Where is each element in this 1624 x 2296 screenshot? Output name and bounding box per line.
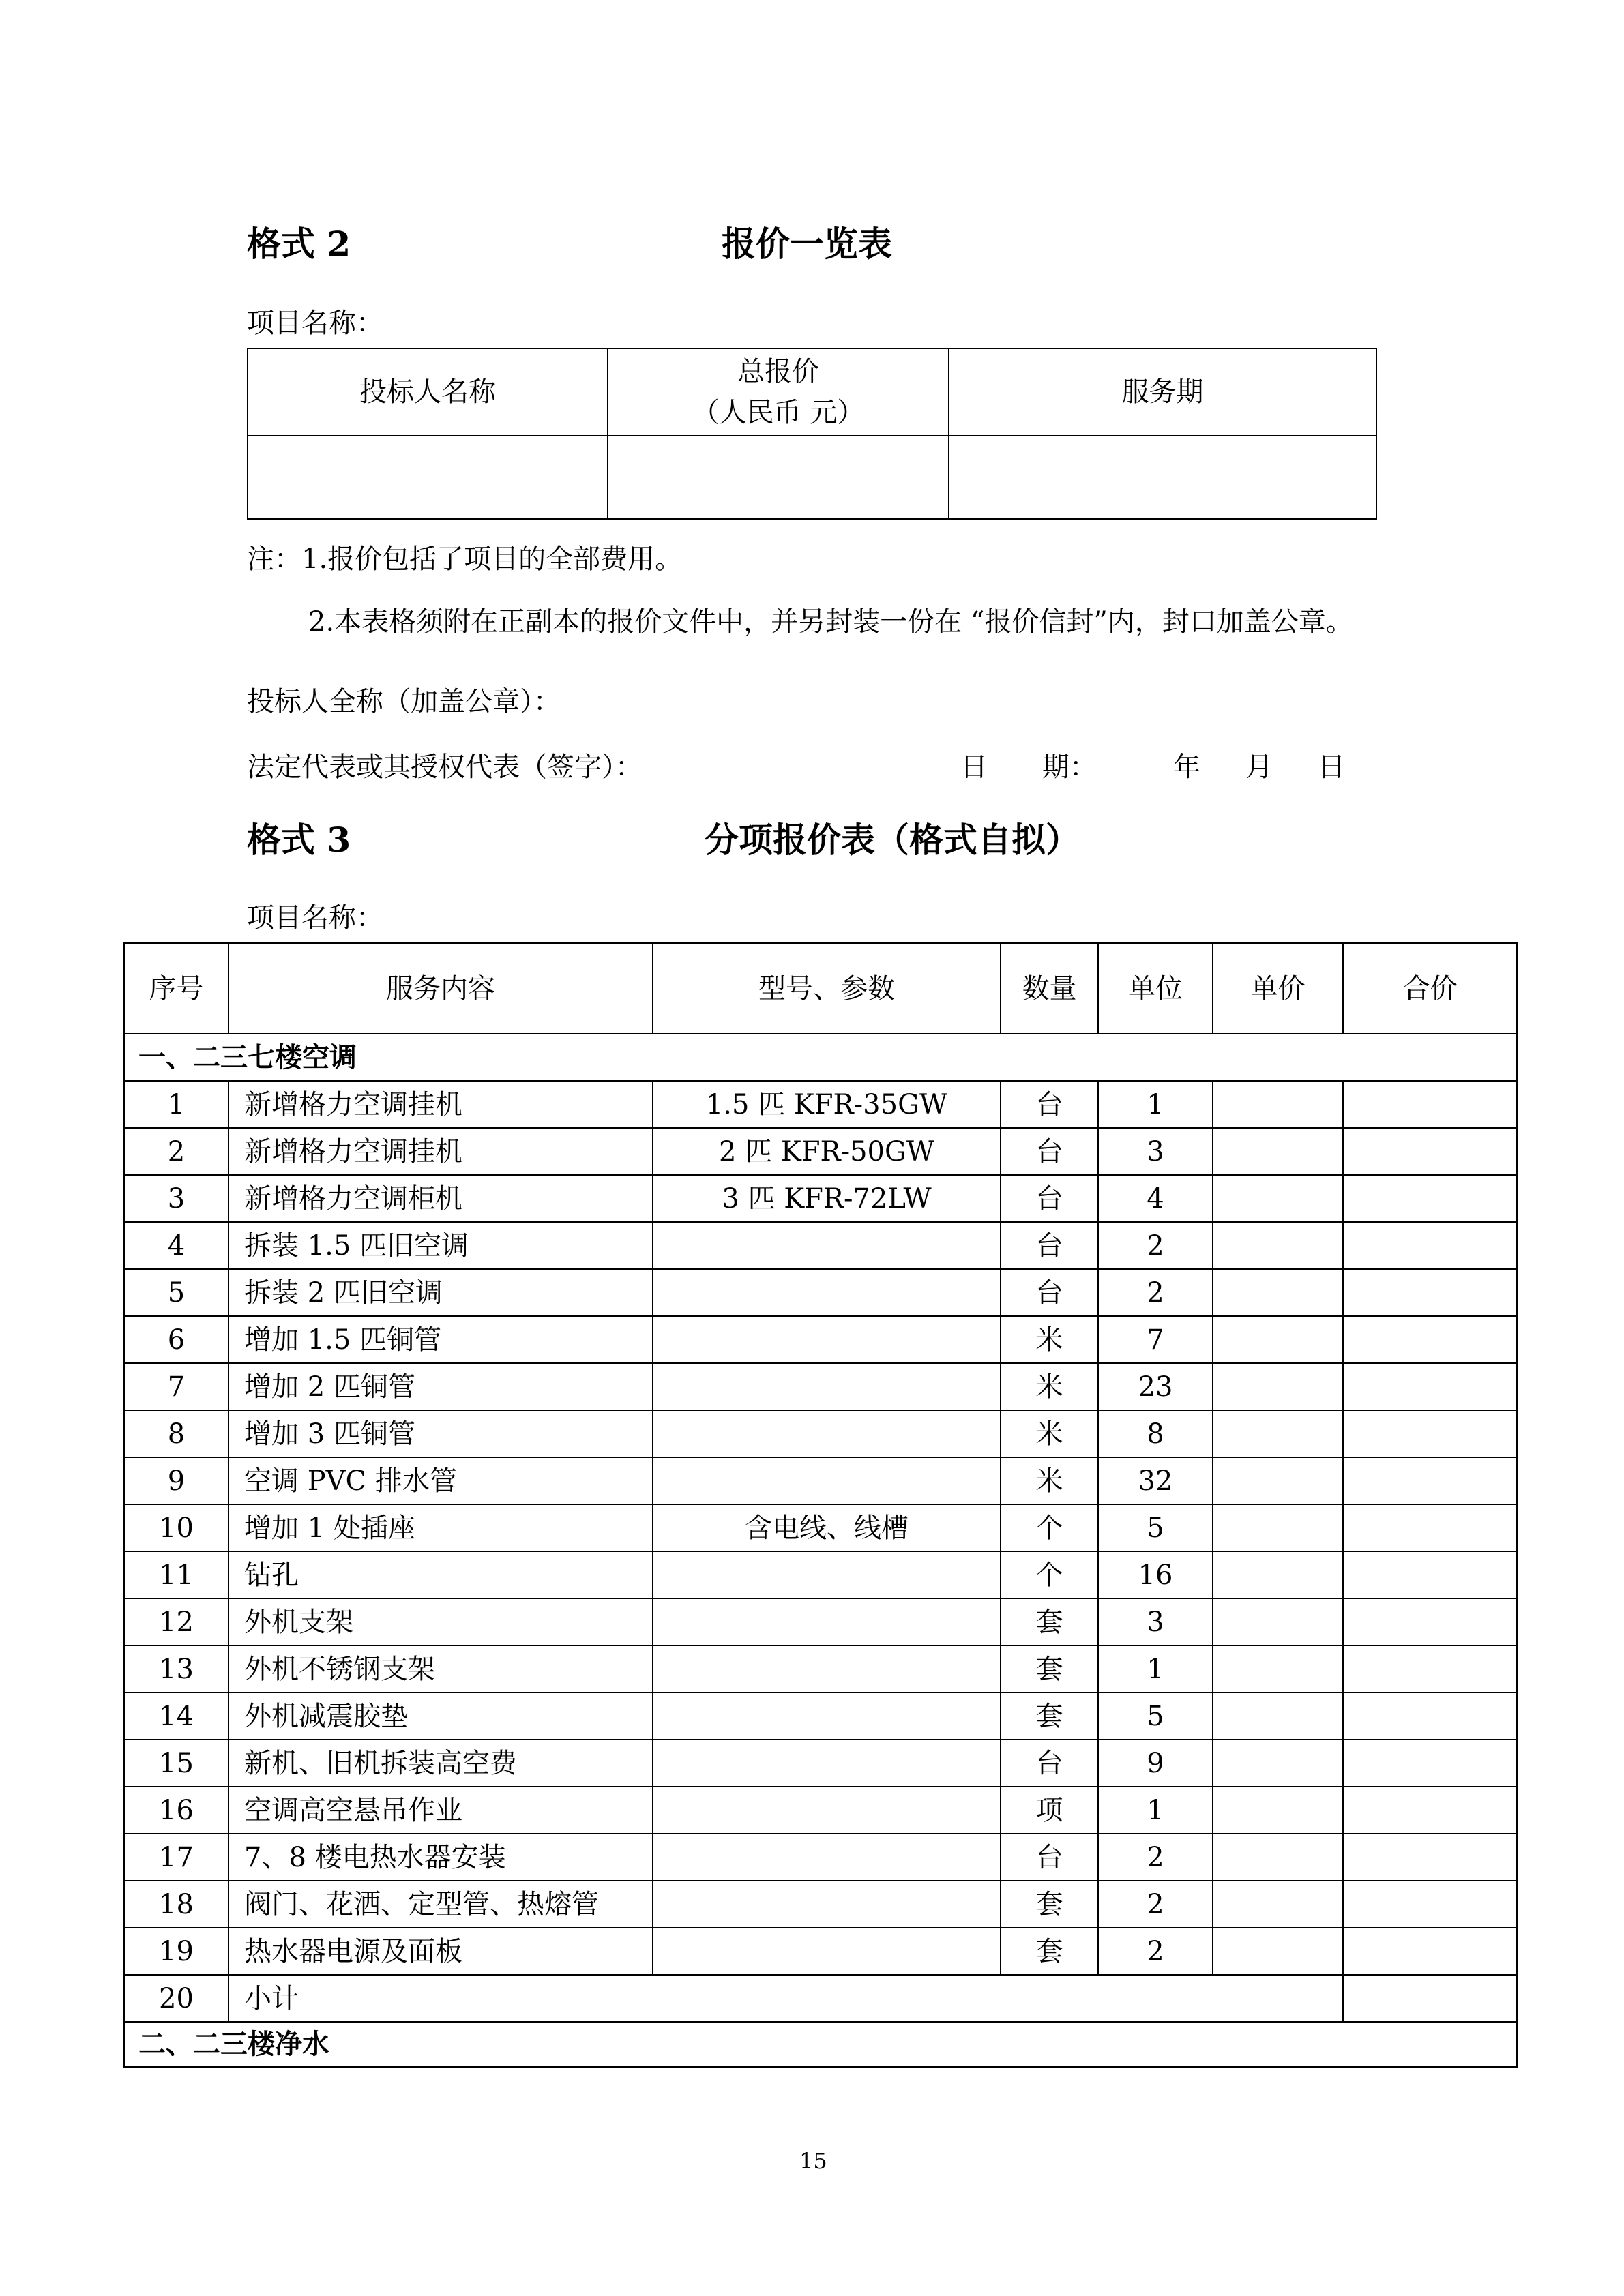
row-content: 阀门、花洒、定型管、热熔管 bbox=[228, 1881, 653, 1928]
row-no: 17 bbox=[124, 1834, 228, 1881]
row-no: 14 bbox=[124, 1693, 228, 1740]
row-quantity: 23 bbox=[1098, 1363, 1213, 1410]
table-row bbox=[124, 1316, 1517, 1363]
itemized-quote-table bbox=[123, 942, 1518, 2068]
row-no: 5 bbox=[124, 1269, 228, 1316]
row-content: 钻孔 bbox=[228, 1551, 653, 1598]
row-quantity: 7 bbox=[1098, 1316, 1213, 1363]
row-quantity: 1 bbox=[1098, 1645, 1213, 1693]
table-row bbox=[124, 1740, 1517, 1787]
header-total-price: 合价 bbox=[1343, 943, 1517, 1034]
row-unit-price[interactable] bbox=[1213, 1551, 1343, 1598]
row-unit: 个 bbox=[1001, 1504, 1098, 1551]
row-model bbox=[653, 1269, 1001, 1316]
row-quantity: 5 bbox=[1098, 1504, 1213, 1551]
row-total-price[interactable] bbox=[1343, 1175, 1517, 1222]
row-total-price[interactable] bbox=[1343, 1363, 1517, 1410]
table-row bbox=[124, 1269, 1517, 1316]
row-unit: 个 bbox=[1001, 1551, 1098, 1598]
row-unit-price[interactable] bbox=[1213, 1175, 1343, 1222]
row-total-price[interactable] bbox=[1343, 1128, 1517, 1175]
table-row bbox=[124, 1598, 1517, 1645]
row-content: 外机不锈钢支架 bbox=[228, 1645, 653, 1693]
subtotal-label: 小计 bbox=[228, 1975, 1343, 2022]
table-row bbox=[124, 1645, 1517, 1693]
row-unit: 套 bbox=[1001, 1881, 1098, 1928]
row-content: 拆装 2 匹旧空调 bbox=[228, 1269, 653, 1316]
row-content: 增加 1 处插座 bbox=[228, 1504, 653, 1551]
row-model bbox=[653, 1787, 1001, 1834]
row-unit-price[interactable] bbox=[1213, 1457, 1343, 1504]
note-2: 2.本表格须附在正副本的报价文件中，并另封装一份在 “报价信封”内，封口加盖公章。 bbox=[308, 606, 1353, 638]
row-unit-price[interactable] bbox=[1213, 1787, 1343, 1834]
row-content: 增加 2 匹铜管 bbox=[228, 1363, 653, 1410]
row-model bbox=[653, 1693, 1001, 1740]
row-no: 4 bbox=[124, 1222, 228, 1269]
row-unit: 台 bbox=[1001, 1740, 1098, 1787]
row-total-price[interactable] bbox=[1343, 1928, 1517, 1975]
row-quantity: 1 bbox=[1098, 1081, 1213, 1128]
date-month: 月 bbox=[1245, 751, 1273, 783]
row-total-price[interactable] bbox=[1343, 1222, 1517, 1269]
table-row bbox=[124, 1551, 1517, 1598]
row-no: 12 bbox=[124, 1598, 228, 1645]
row-model bbox=[653, 1881, 1001, 1928]
row-unit: 项 bbox=[1001, 1787, 1098, 1834]
row-unit-price[interactable] bbox=[1213, 1645, 1343, 1693]
row-total-price[interactable] bbox=[1343, 1269, 1517, 1316]
section-row bbox=[124, 1034, 1517, 1081]
row-no: 3 bbox=[124, 1175, 228, 1222]
row-unit-price[interactable] bbox=[1213, 1740, 1343, 1787]
row-total-price[interactable] bbox=[1343, 1081, 1517, 1128]
row-content: 外机减震胶垫 bbox=[228, 1693, 653, 1740]
row-model: 3 匹 KFR-72LW bbox=[653, 1175, 1001, 1222]
row-total-price[interactable] bbox=[1343, 1551, 1517, 1598]
row-unit-price[interactable] bbox=[1213, 1316, 1343, 1363]
bidder-full-name-label: 投标人全称（加盖公章）： bbox=[247, 686, 561, 717]
subtotal-row bbox=[124, 1975, 1517, 2022]
row-total-price[interactable] bbox=[1343, 1410, 1517, 1457]
table-row bbox=[124, 1928, 1517, 1975]
row-unit-price[interactable] bbox=[1213, 1881, 1343, 1928]
row-total-price[interactable] bbox=[1343, 1693, 1517, 1740]
format3-project-name-label: 项目名称： bbox=[247, 902, 383, 934]
section-2-title: 二、二三楼净水 bbox=[124, 2022, 1517, 2067]
row-unit: 台 bbox=[1001, 1128, 1098, 1175]
date-label: 日 期： bbox=[960, 751, 1097, 783]
row-unit: 套 bbox=[1001, 1598, 1098, 1645]
header-unit-price: 单价 bbox=[1213, 943, 1343, 1034]
table-row bbox=[124, 1410, 1517, 1457]
row-no: 8 bbox=[124, 1410, 228, 1457]
table-row bbox=[124, 1175, 1517, 1222]
header-quantity: 数量 bbox=[1001, 943, 1098, 1034]
row-no: 7 bbox=[124, 1363, 228, 1410]
row-unit: 台 bbox=[1001, 1222, 1098, 1269]
row-quantity: 2 bbox=[1098, 1881, 1213, 1928]
row-quantity: 2 bbox=[1098, 1928, 1213, 1975]
table-row bbox=[124, 1834, 1517, 1881]
row-model bbox=[653, 1457, 1001, 1504]
header-total-price bbox=[608, 348, 949, 436]
row-model bbox=[653, 1551, 1001, 1598]
section-1-title: 一、二三七楼空调 bbox=[124, 1034, 1517, 1081]
row-model bbox=[653, 1316, 1001, 1363]
format3-title: 分项报价表（格式自拟） bbox=[705, 820, 1080, 860]
date-year: 年 bbox=[1173, 751, 1200, 783]
header-bidder-name: 投标人名称 bbox=[248, 348, 608, 436]
row-no: 11 bbox=[124, 1551, 228, 1598]
row-unit: 台 bbox=[1001, 1834, 1098, 1881]
header-service-period: 服务期 bbox=[949, 348, 1376, 436]
row-content: 空调高空悬吊作业 bbox=[228, 1787, 653, 1834]
row-total-price[interactable] bbox=[1343, 1645, 1517, 1693]
format3-label: 格式 3 bbox=[247, 820, 351, 860]
row-no: 19 bbox=[124, 1928, 228, 1975]
row-quantity: 5 bbox=[1098, 1693, 1213, 1740]
row-quantity: 4 bbox=[1098, 1175, 1213, 1222]
row-model: 含电线、线槽 bbox=[653, 1504, 1001, 1551]
row-unit: 台 bbox=[1001, 1081, 1098, 1128]
table-row bbox=[124, 1222, 1517, 1269]
row-quantity: 3 bbox=[1098, 1128, 1213, 1175]
subtotal-no: 20 bbox=[124, 1975, 228, 2022]
row-quantity: 9 bbox=[1098, 1740, 1213, 1787]
row-total-price[interactable] bbox=[1343, 1881, 1517, 1928]
table-row bbox=[124, 1693, 1517, 1740]
row-quantity: 2 bbox=[1098, 1269, 1213, 1316]
row-quantity: 16 bbox=[1098, 1551, 1213, 1598]
row-model: 1.5 匹 KFR-35GW bbox=[653, 1081, 1001, 1128]
row-quantity: 32 bbox=[1098, 1457, 1213, 1504]
row-model bbox=[653, 1928, 1001, 1975]
table-row bbox=[124, 1457, 1517, 1504]
subtotal-amount[interactable] bbox=[1343, 1975, 1517, 2022]
row-unit: 套 bbox=[1001, 1693, 1098, 1740]
row-no: 16 bbox=[124, 1787, 228, 1834]
row-unit: 米 bbox=[1001, 1316, 1098, 1363]
row-content: 新机、旧机拆装高空费 bbox=[228, 1740, 653, 1787]
row-total-price[interactable] bbox=[1343, 1457, 1517, 1504]
format2-project-name-label: 项目名称： bbox=[247, 308, 383, 339]
table-header-row bbox=[124, 943, 1517, 1034]
row-unit-price[interactable] bbox=[1213, 1504, 1343, 1551]
row-no: 2 bbox=[124, 1128, 228, 1175]
row-content: 新增格力空调柜机 bbox=[228, 1175, 653, 1222]
row-model bbox=[653, 1410, 1001, 1457]
row-quantity: 3 bbox=[1098, 1598, 1213, 1645]
format2-title: 报价一览表 bbox=[722, 224, 892, 264]
table-row bbox=[124, 1363, 1517, 1410]
row-model bbox=[653, 1222, 1001, 1269]
row-total-price[interactable] bbox=[1343, 1598, 1517, 1645]
row-model bbox=[653, 1598, 1001, 1645]
header-no: 序号 bbox=[124, 943, 228, 1034]
table-row bbox=[124, 1504, 1517, 1551]
row-unit-price[interactable] bbox=[1213, 1081, 1343, 1128]
row-content: 新增格力空调挂机 bbox=[228, 1128, 653, 1175]
row-unit: 米 bbox=[1001, 1457, 1098, 1504]
note-1: 注：1.报价包括了项目的全部费用。 bbox=[247, 543, 683, 575]
row-unit: 台 bbox=[1001, 1175, 1098, 1222]
row-content: 空调 PVC 排水管 bbox=[228, 1457, 653, 1504]
row-content: 热水器电源及面板 bbox=[228, 1928, 653, 1975]
row-quantity: 2 bbox=[1098, 1222, 1213, 1269]
row-unit: 米 bbox=[1001, 1363, 1098, 1410]
header-content: 服务内容 bbox=[228, 943, 653, 1034]
table-row bbox=[124, 1787, 1517, 1834]
legal-rep-label: 法定代表或其授权代表（签字）： bbox=[247, 751, 643, 783]
row-unit-price[interactable] bbox=[1213, 1222, 1343, 1269]
table-row bbox=[124, 1881, 1517, 1928]
row-total-price[interactable] bbox=[1343, 1834, 1517, 1881]
row-model: 2 匹 KFR-50GW bbox=[653, 1128, 1001, 1175]
table-row bbox=[124, 1081, 1517, 1128]
row-total-price[interactable] bbox=[1343, 1316, 1517, 1363]
row-total-price[interactable] bbox=[1343, 1787, 1517, 1834]
row-content: 增加 3 匹铜管 bbox=[228, 1410, 653, 1457]
row-content: 增加 1.5 匹铜管 bbox=[228, 1316, 653, 1363]
header-total-price-line1: 总报价 bbox=[737, 356, 819, 387]
page-number: 15 bbox=[799, 2148, 827, 2174]
row-content: 7、8 楼电热水器安装 bbox=[228, 1834, 653, 1881]
cell-service-period[interactable] bbox=[949, 436, 1376, 519]
row-quantity: 1 bbox=[1098, 1787, 1213, 1834]
cell-total-price[interactable] bbox=[608, 436, 949, 519]
row-quantity: 8 bbox=[1098, 1410, 1213, 1457]
row-model bbox=[653, 1834, 1001, 1881]
row-model bbox=[653, 1363, 1001, 1410]
row-content: 新增格力空调挂机 bbox=[228, 1081, 653, 1128]
row-no: 1 bbox=[124, 1081, 228, 1128]
header-model: 型号、参数 bbox=[653, 943, 1001, 1034]
row-no: 15 bbox=[124, 1740, 228, 1787]
row-unit-price[interactable] bbox=[1213, 1928, 1343, 1975]
header-total-price-line2: （人民币 元） bbox=[692, 397, 865, 428]
row-unit: 台 bbox=[1001, 1269, 1098, 1316]
row-unit-price[interactable] bbox=[1213, 1269, 1343, 1316]
row-unit-price[interactable] bbox=[1213, 1363, 1343, 1410]
row-unit: 套 bbox=[1001, 1928, 1098, 1975]
format2-label: 格式 2 bbox=[247, 224, 351, 264]
row-unit-price[interactable] bbox=[1213, 1598, 1343, 1645]
quote-summary-table bbox=[247, 348, 1377, 520]
row-unit-price[interactable] bbox=[1213, 1128, 1343, 1175]
row-unit-price[interactable] bbox=[1213, 1834, 1343, 1881]
cell-bidder-name[interactable] bbox=[248, 436, 608, 519]
row-unit: 米 bbox=[1001, 1410, 1098, 1457]
date-day: 日 bbox=[1318, 751, 1345, 783]
row-unit-price[interactable] bbox=[1213, 1693, 1343, 1740]
section-row bbox=[124, 2022, 1517, 2067]
row-total-price[interactable] bbox=[1343, 1504, 1517, 1551]
row-no: 10 bbox=[124, 1504, 228, 1551]
table-row bbox=[124, 1128, 1517, 1175]
row-unit: 套 bbox=[1001, 1645, 1098, 1693]
row-content: 外机支架 bbox=[228, 1598, 653, 1645]
row-no: 13 bbox=[124, 1645, 228, 1693]
row-no: 18 bbox=[124, 1881, 228, 1928]
row-model bbox=[653, 1645, 1001, 1693]
row-quantity: 2 bbox=[1098, 1834, 1213, 1881]
header-unit: 单位 bbox=[1098, 943, 1213, 1034]
row-unit-price[interactable] bbox=[1213, 1410, 1343, 1457]
row-content: 拆装 1.5 匹旧空调 bbox=[228, 1222, 653, 1269]
row-no: 6 bbox=[124, 1316, 228, 1363]
row-total-price[interactable] bbox=[1343, 1740, 1517, 1787]
row-model bbox=[653, 1740, 1001, 1787]
row-no: 9 bbox=[124, 1457, 228, 1504]
